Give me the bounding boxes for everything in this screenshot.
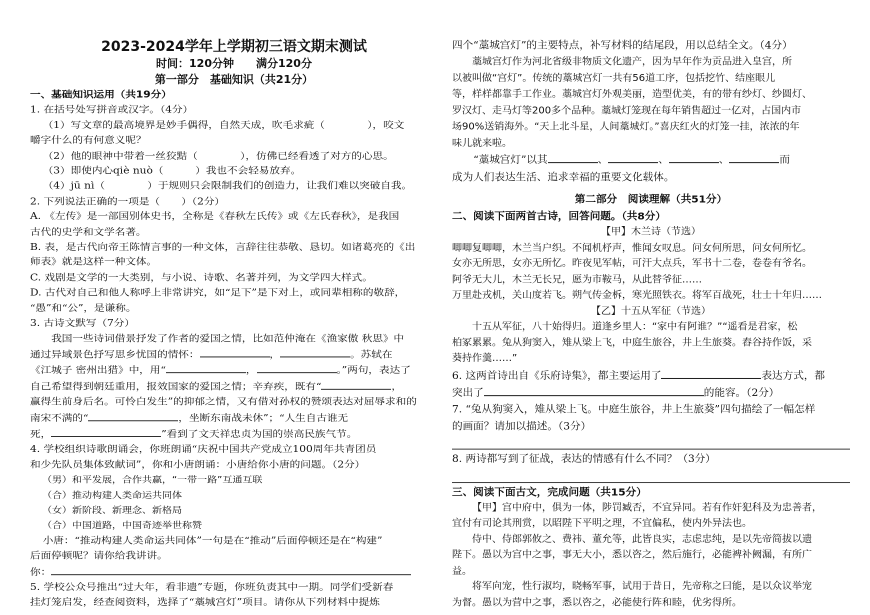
section-three-heading: 三、阅读下面古文，完成问题（共15分） bbox=[452, 486, 647, 498]
left-column bbox=[30, 88, 438, 611]
question-2-option-d-cont: “愚”和“公”，是谦称。 bbox=[30, 302, 137, 314]
material-line: 罗汉灯、走马灯等200多个品种。藁城灯笼现在每年销售超过一亿对，占国内市 bbox=[452, 106, 802, 117]
recitation-line-2: （合）推动构建人类命运共同体 bbox=[42, 490, 182, 501]
question-4-prompt-cont: 后面停顿呢？请你给我讲讲。 bbox=[30, 550, 168, 562]
answer-blank[interactable] bbox=[257, 363, 337, 373]
answer-blank[interactable] bbox=[88, 410, 178, 420]
answer-blank[interactable] bbox=[280, 347, 350, 357]
answer-line[interactable] bbox=[452, 470, 850, 482]
question-5-fill-cont: 成为人们表达生活、追求幸福的重要文化载体。 bbox=[452, 171, 675, 183]
question-3-line-6: 南宋不满的“ ，坐断东南战未休”；“人生自古谁无 bbox=[30, 410, 438, 426]
question-3: 3. 古诗文默写（7分） bbox=[30, 318, 135, 329]
answer-blank[interactable] bbox=[321, 379, 391, 389]
answer-line[interactable] bbox=[452, 437, 850, 449]
text-line: 将军向宠，性行淑均，晓畅军事，试用于昔日，先帝称之曰能，是以众议举宠 bbox=[472, 581, 812, 593]
answer-blank[interactable] bbox=[608, 152, 658, 163]
section-one-heading: 一、基础知识运用（共19分） bbox=[30, 89, 172, 101]
material-line: 等，样样都靠手工作业。藁城宫灯外观美丽，造型优美，有的带有纱灯、纱圆灯、 bbox=[452, 89, 812, 101]
recitation-line-1: （男）和平发展，合作共赢，“一带一路”互通互联 bbox=[42, 475, 263, 486]
answer-blank[interactable] bbox=[661, 367, 761, 378]
question-3-text: 我国一些诗词借景抒发了作者的爱国之情，比如范仲淹在《渔家傲 秋思》中 bbox=[51, 333, 405, 344]
answer-blank[interactable] bbox=[484, 385, 704, 396]
poem-line: 十五从军征，八十始得归。道逢乡里人：“家中有阿谁？”“遥看是君家，松 bbox=[472, 321, 798, 333]
text-line: 【甲】宫中府中，俱为一体，陟罚臧否，不宜异同。若有作奸犯科及为忠善者， bbox=[472, 503, 822, 514]
question-1-4: （4）jū nì（ ）于规则只会限制我们的创造力，让我们难以突破自我。 bbox=[42, 181, 413, 192]
part-one-heading: 第一部分 基础知识（共21分） bbox=[154, 73, 314, 86]
poem-b-title: 【乙】十五从军征（节选） bbox=[591, 305, 711, 317]
text-line: 宜付有司论其刑赏，以昭陛下平明之理，不宜偏私，使内外异法也。 bbox=[452, 518, 752, 530]
text-line: 为督。愚以为营中之事，悉以咨之，必能使行阵和睦，优劣得所。 bbox=[452, 597, 742, 609]
question-5-fill: “藁城宫灯”以其 、 、 、 而 bbox=[452, 152, 850, 170]
question-7: 7. “兔从狗窦入，雉从梁上飞。中庭生旅谷，井上生旅葵”四句描绘了一幅怎样 bbox=[452, 404, 816, 416]
material-line: 场90%送销海外。“天上北斗星，人间藁城灯。”喜庆红火的灯笼一挂，浓浓的年 bbox=[452, 122, 800, 133]
answer-blank[interactable] bbox=[669, 152, 719, 163]
answer-blank[interactable] bbox=[166, 363, 246, 373]
material-line: 以被叫做“宫灯”。传统的藁城宫灯一共有56道工序，包括挖竹、结座眼儿 bbox=[452, 73, 776, 85]
question-1: 1. 在括号处写拼音或汉字。（4分） bbox=[30, 104, 194, 116]
question-1-2: （2）他的眼神中带着一丝狡黠（ ），仿佛已经看透了对方的心思。 bbox=[42, 150, 394, 162]
question-5-instruction: 四个“藁城宫灯”的主要特点，补写材料的结尾段，用以总结全文。（4分） bbox=[452, 39, 793, 52]
answer-blank[interactable] bbox=[200, 347, 270, 357]
text-line: 侍中、侍郎郭攸之、费祎、董允等，此皆良实，志虑忠纯，是以先帝简拔以遗 bbox=[472, 534, 812, 546]
right-column bbox=[452, 38, 850, 611]
question-5-cont: 挂灯笼启发，经查阅资料，选择了“藁城宫灯”项目。请你从下列材料中提炼 bbox=[30, 597, 380, 608]
question-3-line-4: 自己希望得到朝廷重用，报效国家的爱国之情；辛弃疾，既有“ ， bbox=[30, 379, 438, 395]
question-2-option-b: B. 表，是古代向帝王陈情言事的一种文体，言辞往往恭敬、恳切。如诸葛亮的《出 bbox=[30, 241, 416, 253]
poem-line: 葵持作羹……” bbox=[452, 353, 518, 364]
poem-a-title: 【甲】木兰诗（节选） bbox=[601, 227, 701, 238]
question-4-cont: 和少先队员集体致献词”，你和小唐朗诵：小唐给你小唐的问题。（2分） bbox=[30, 459, 366, 470]
material-line: 味儿就来啦。 bbox=[452, 138, 512, 150]
time-score: 时间：120分钟 满分120分 bbox=[156, 57, 312, 70]
recitation-line-4: （合）中国道路，中国奇迹举世称赞 bbox=[42, 521, 202, 531]
question-1-3: （3）即使内心qiè nuò（ ）我也不会轻易放弃。 bbox=[42, 165, 302, 177]
question-3-line-7: 死， ”看到了文天祥忠贞为国的崇高民族气节。 bbox=[30, 426, 438, 442]
poem-line: 女亦无所思，女亦无所忆。昨夜见军帖，可汗大点兵，军书十二卷，卷卷有爷名。 bbox=[452, 258, 812, 270]
question-2-option-a-cont: 古代的史学和文学名著。 bbox=[30, 226, 147, 238]
text-line: 陛下。愚以为宫中之事，事无大小，悉以咨之，然后施行，必能裨补阙漏，有所广 bbox=[452, 550, 812, 561]
question-8: 8. 两诗都写到了征战，表达的情感有什么不同？（3分） bbox=[452, 453, 716, 466]
exam-header bbox=[30, 38, 438, 88]
poem-line: 万里赴戎机，关山度若飞。朔气传金柝，寒光照铁衣。将军百战死，壮士十年归…… bbox=[452, 290, 822, 301]
lantern-material bbox=[452, 55, 850, 152]
poem-line: 柏冢累累。兔从狗窦入，雉从梁上飞，中庭生旅谷，井上生旅葵。舂谷持作饭，采 bbox=[452, 337, 812, 348]
part-two-heading: 第二部分 阅读理解（共51分） bbox=[574, 193, 728, 206]
question-2: 2. 下列说法正确的一项是（ ）（2分） bbox=[30, 196, 226, 207]
question-3-line-2: 通过异域景色抒写思乡忧国的情怀： ， 。苏轼在 bbox=[30, 347, 438, 363]
question-4-answer: 你： bbox=[30, 564, 438, 580]
question-2-option-b-cont: 师表》就是这样一种文体。 bbox=[30, 257, 158, 268]
section-two-heading: 二、阅读下面两首古诗，回答问题。（共8分） bbox=[452, 210, 666, 222]
question-6-cont: 突出了 的能容。（2分） bbox=[452, 385, 850, 403]
answer-blank[interactable] bbox=[51, 426, 161, 436]
poem-line: 阿爷无大儿，木兰无长兄，愿为市鞍马，从此替爷征…… bbox=[452, 274, 702, 285]
poems bbox=[452, 225, 850, 367]
question-7-cont: 的画面？请加以描述。（3分） bbox=[452, 420, 592, 433]
question-5: 5. 学校公众号推出“过大年，看非遗”专题，你班负责其中一期。同学们受新春 bbox=[30, 582, 394, 593]
material-line: 藁城宫灯作为河北省级非物质文化遗产，因为早年作为贡品进入皇宫，所 bbox=[472, 57, 792, 68]
question-4-prompt: 小唐：“推动构建人类命运共同体”一句是在“推动”后面停顿还是在“构建” bbox=[42, 535, 383, 547]
question-1-1: （1）写文章的最高境界是妙手偶得，自然天成，吹毛求疵（ ），咬文 bbox=[42, 120, 405, 131]
question-3-line-3: 《江城子 密州出猎》中，用“ ， 。”两句，表达了 bbox=[30, 363, 438, 379]
question-6: 6. 这两首诗出自《乐府诗集》，都主要运用了 表达方式，都 bbox=[452, 367, 850, 385]
question-2-option-c: C. 戏剧是文学的一大类别，与小说、诗歌、名著并列，为文学四大样式。 bbox=[30, 272, 373, 283]
question-2-option-d: D. 古代对自己和他人称呼上非常讲究，如“足下”是下对上，或同辈相称的敬辞， bbox=[30, 287, 406, 299]
question-1-1-cont: 嚼字什么的有何意义呢？ bbox=[30, 135, 147, 146]
answer-blank[interactable] bbox=[548, 152, 598, 163]
poem-line: 唧唧复唧唧，木兰当户织。不闻机杼声，惟闻女叹息。问女何所思，问女何所忆。 bbox=[452, 242, 812, 254]
recitation-line-3: （女）新阶段、新理念、新格局 bbox=[42, 506, 182, 516]
text-line: 益。 bbox=[452, 566, 472, 577]
exam-title: 2023-2024学年上学期初三语文期末测试 bbox=[101, 39, 367, 55]
answer-blank[interactable] bbox=[51, 564, 411, 574]
question-3-line-5: 赢得生前身后名。可怜白发生”的抑郁之情，又有借对孙权的赞颂表达对屈辱求和的 bbox=[30, 396, 417, 408]
answer-blank[interactable] bbox=[729, 152, 779, 163]
question-2-option-a: A. 《左传》是一部国别体史书，全称是《春秋左氏传》或《左氏春秋》，是我国 bbox=[30, 211, 400, 223]
classical-text bbox=[452, 501, 850, 611]
question-4: 4. 学校组织诗歌朗诵会，你班朗诵“庆祝中国共产党成立100周年共青团员 bbox=[30, 444, 377, 455]
